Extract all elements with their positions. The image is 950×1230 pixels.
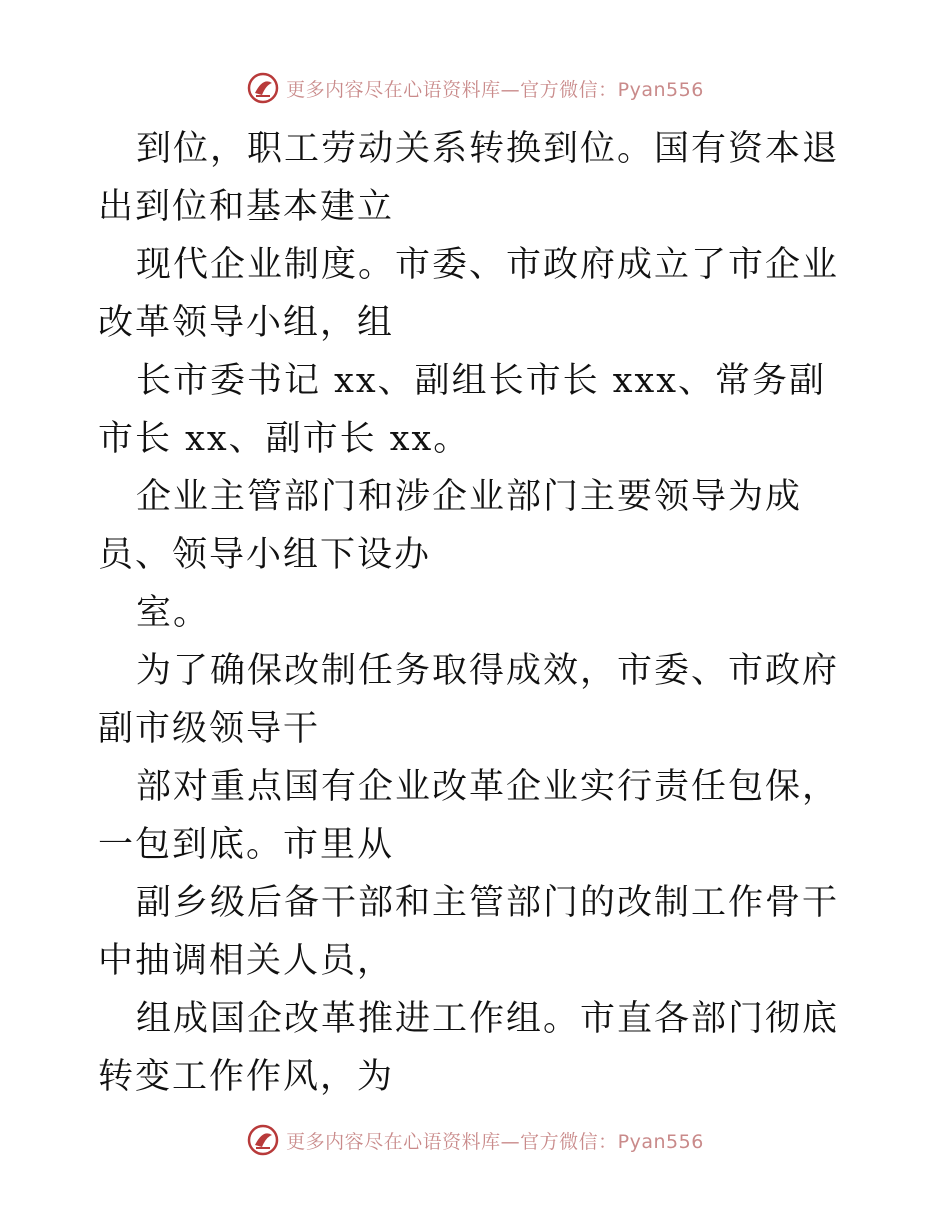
footer-banner-text: 更多内容尽在心语资料库—官方微信：Pyan556: [286, 1130, 704, 1153]
document-body: [98, 120, 858, 1106]
paragraph-7: 部对重点国有企业改革企业实行责任包保，一包到底。市里从: [98, 767, 840, 865]
paragraph-3: 长市委书记 xx、副组长市长 xxx、常务副市长 xx、副市长 xx。: [98, 361, 826, 459]
header-banner-text: 更多内容尽在心语资料库—官方微信：Pyan556: [286, 78, 704, 101]
footer-banner: [0, 1122, 950, 1158]
brand-logo-icon: [246, 1123, 280, 1157]
paragraph-6: 为了确保改制任务取得成效，市委、市政府副市级领导干: [98, 651, 840, 749]
paragraph-1: 到位，职工劳动关系转换到位。国有资本退出到位和基本建立: [98, 129, 840, 227]
paragraph-2: 现代企业制度。市委、市政府成立了市企业改革领导小组，组: [98, 245, 840, 343]
header-banner: [0, 70, 950, 106]
paragraph-9: 组成国企改革推进工作组。市直各部门彻底转变工作作风，为: [98, 999, 840, 1097]
footer-banner-inner: [246, 1123, 704, 1157]
paragraph-4: 企业主管部门和涉企业部门主要领导为成员、领导小组下设办: [98, 477, 803, 575]
paragraph-8: 副乡级后备干部和主管部门的改制工作骨干中抽调相关人员，: [98, 883, 840, 981]
header-banner-inner: [246, 71, 704, 105]
paragraph-5: 室。: [136, 593, 211, 633]
brand-logo-icon: [246, 71, 280, 105]
